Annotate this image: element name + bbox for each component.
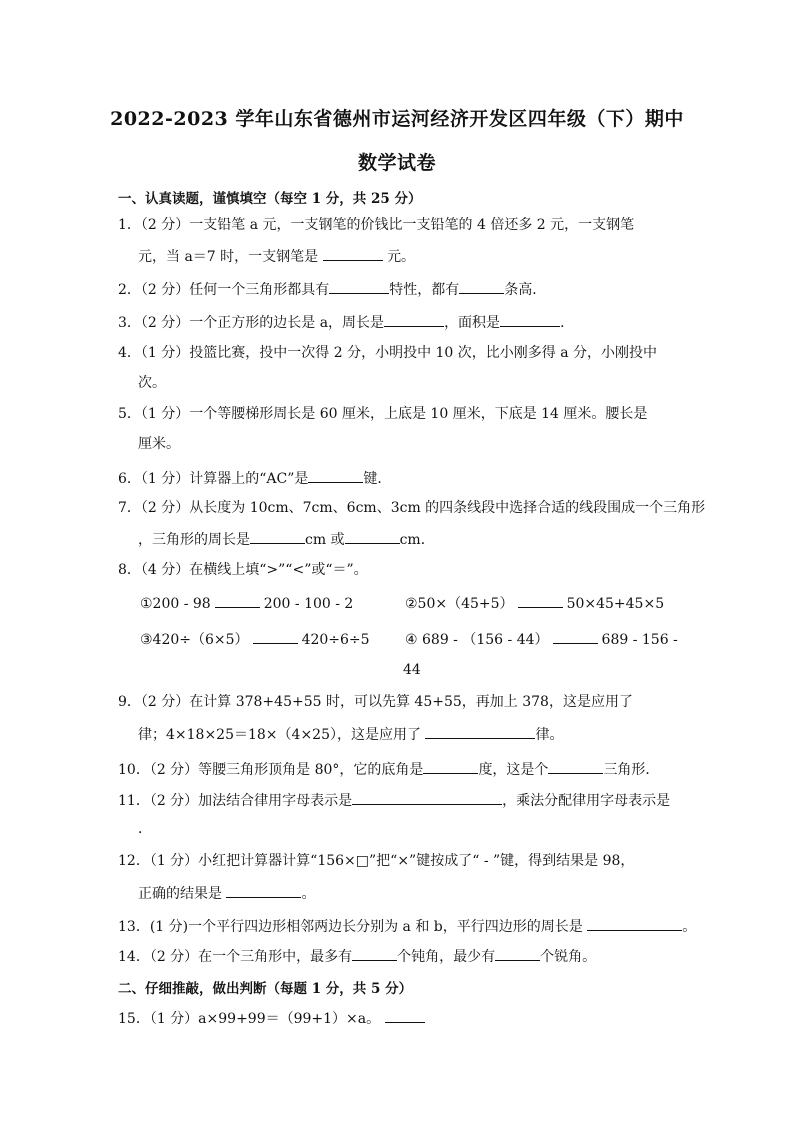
question-14-text-b: 个钝角，最少有: [397, 949, 496, 965]
exam-title-line2: 数学试卷: [357, 152, 436, 174]
question-1-line1: 1．（2 分）一支铅笔 a 元，一支钢笔的价钱比一支铅笔的 4 倍还多 2 元，一支钢笔: [118, 217, 635, 233]
q8-item3-left: ③420÷（6×5）: [140, 632, 249, 648]
answer-blank[interactable]: [518, 593, 563, 608]
question-2-text-c: 条高．: [504, 282, 547, 298]
q8-item4-left: ④ 689 - （156 - 44）: [405, 632, 549, 648]
question-7-text-b: ，三角形的周长是: [138, 532, 250, 548]
answer-blank[interactable]: [226, 883, 301, 898]
question-4-line2: 次。: [138, 375, 166, 391]
section-heading-fill-in: 一、认真读题，谨慎填空（每空 1 分，共 25 分）: [118, 191, 422, 207]
question-10-text-a: 10．（2 分）等腰三角形顶角是 80°，它的底角是: [118, 762, 424, 778]
question-1-text-b: 元，当 a＝7 时，一支钢笔是: [138, 249, 319, 265]
question-2-text-a: 2．（2 分）任何一个三角形都具有: [118, 282, 330, 298]
question-12-line1: 12．（1 分）小红把计算器计算“156×□”把“×”键按成了“ - ”键，得到结果是 98，: [118, 853, 635, 869]
answer-blank[interactable]: [253, 629, 298, 644]
answer-blank[interactable]: [425, 724, 535, 739]
question-7-line2: [138, 529, 435, 549]
answer-blank[interactable]: [384, 312, 444, 327]
question-13-text-b: 。: [682, 919, 697, 935]
answer-blank[interactable]: [495, 946, 540, 961]
question-8: 8．（4 分）在横线上填“>”“<”或“＝”。: [118, 562, 368, 578]
question-1-line2: [138, 246, 415, 266]
question-7-line1: 7．（2 分）从长度为 10cm、7cm、6cm、3cm 的四条线段中选择合适的线段围成一个三角形: [118, 500, 706, 516]
answer-blank[interactable]: [352, 790, 502, 805]
question-11-text-a: 11．（2 分）加法结合律用字母表示是: [118, 793, 353, 809]
section-heading-true-false: 二、仔细推敲，做出判断（每题 1 分，共 5 分）: [118, 981, 413, 997]
answer-blank[interactable]: [345, 529, 400, 544]
q8-item2-left: ②50×（45+5）: [405, 596, 514, 612]
question-14-text-c: 个锐角。: [540, 949, 597, 965]
q8-item4-right: 689 - 156 -: [601, 632, 678, 648]
question-5-line2: 厘米。: [138, 436, 180, 452]
question-7-text-c: cm 或: [305, 532, 345, 548]
answer-blank[interactable]: [352, 946, 397, 961]
question-11-text-b: ，乘法分配律用字母表示是: [502, 793, 671, 809]
answer-blank[interactable]: [423, 759, 478, 774]
question-15: [118, 1008, 678, 1028]
question-12-text-c: 。: [301, 886, 316, 902]
question-7-text-d: cm．: [399, 532, 435, 548]
answer-blank[interactable]: [500, 312, 560, 327]
question-11: [118, 790, 678, 810]
question-2: [118, 279, 678, 299]
q8-item1-right: 200 - 100 - 2: [263, 596, 354, 612]
question-3: [118, 312, 678, 332]
question-6-text-b: 键．: [363, 471, 392, 487]
question-9-text-a: 9．（2 分）在计算 378+45+55 时，可以先算 45+55，再加上 378，这是应用了: [118, 694, 633, 710]
q8-item2-right: 50×45+45×5: [566, 596, 665, 612]
question-9-text-c: 律。: [535, 727, 564, 743]
answer-blank[interactable]: [323, 246, 383, 261]
answer-blank[interactable]: [308, 468, 363, 483]
answer-blank[interactable]: [553, 629, 598, 644]
question-6-text-a: 6．（1 分）计算器上的“AC”是: [118, 471, 309, 487]
answer-blank[interactable]: [329, 279, 389, 294]
question-9-text-b: 律；4×18×25＝18×（4×25），这是应用了: [138, 727, 421, 743]
question-14: [118, 946, 678, 966]
question-8-item-2: [405, 593, 664, 613]
question-14-text-a: 14．（2 分）在一个三角形中，最多有: [118, 949, 353, 965]
question-3-text-c: ．: [560, 315, 575, 331]
question-8-item-4: [405, 629, 678, 649]
answer-blank[interactable]: [548, 759, 603, 774]
question-9-line2: [138, 724, 563, 744]
q8-item3-right: 420÷6÷5: [301, 632, 370, 648]
answer-blank[interactable]: [215, 593, 260, 608]
answer-blank[interactable]: [587, 916, 682, 931]
question-8-item-4-wrap: 44: [403, 662, 421, 678]
answer-blank[interactable]: [385, 1008, 425, 1023]
answer-blank[interactable]: [250, 529, 305, 544]
question-12-line2: [138, 883, 315, 903]
question-12-text-b: 正确的结果是: [138, 886, 222, 902]
question-2-text-b: 特性，都有: [389, 282, 460, 298]
question-10: [118, 759, 678, 779]
question-4-line1: 4．（1 分）投篮比赛，投中一次得 2 分，小明投中 10 次，比小刚多得 a 分，小刚投中: [118, 345, 658, 361]
question-13-text-a: 13．(1 分)一个平行四边形相邻两边长分别为 a 和 b，平行四边形的周长是: [118, 919, 583, 935]
question-6: [118, 468, 678, 488]
question-1-text-c: 元。: [387, 249, 416, 265]
q8-item1-left: ①200 - 98: [140, 596, 211, 612]
question-5-line1: 5．（1 分）一个等腰梯形周长是 60 厘米，上底是 10 厘米，下底是 14 厘米。腰长是: [118, 406, 648, 422]
question-15-text-a: 15．（1 分）a×99+99＝（99+1）×a。: [118, 1011, 381, 1027]
answer-blank[interactable]: [459, 279, 504, 294]
question-3-text-a: 3．（2 分）一个正方形的边长是 a，周长是: [118, 315, 385, 331]
question-11-line2: ．: [138, 821, 152, 837]
question-3-text-b: ，面积是: [444, 315, 501, 331]
question-9-line1: [118, 693, 678, 711]
question-8-item-1: [140, 593, 353, 613]
exam-title-line1: 2022-2023 学年山东省德州市运河经济开发区四年级（下）期中: [110, 108, 684, 130]
question-10-text-c: 三角形．: [603, 762, 660, 778]
question-10-text-b: 度，这是个: [478, 762, 549, 778]
question-13: [118, 916, 697, 936]
question-8-item-3: [140, 629, 370, 649]
